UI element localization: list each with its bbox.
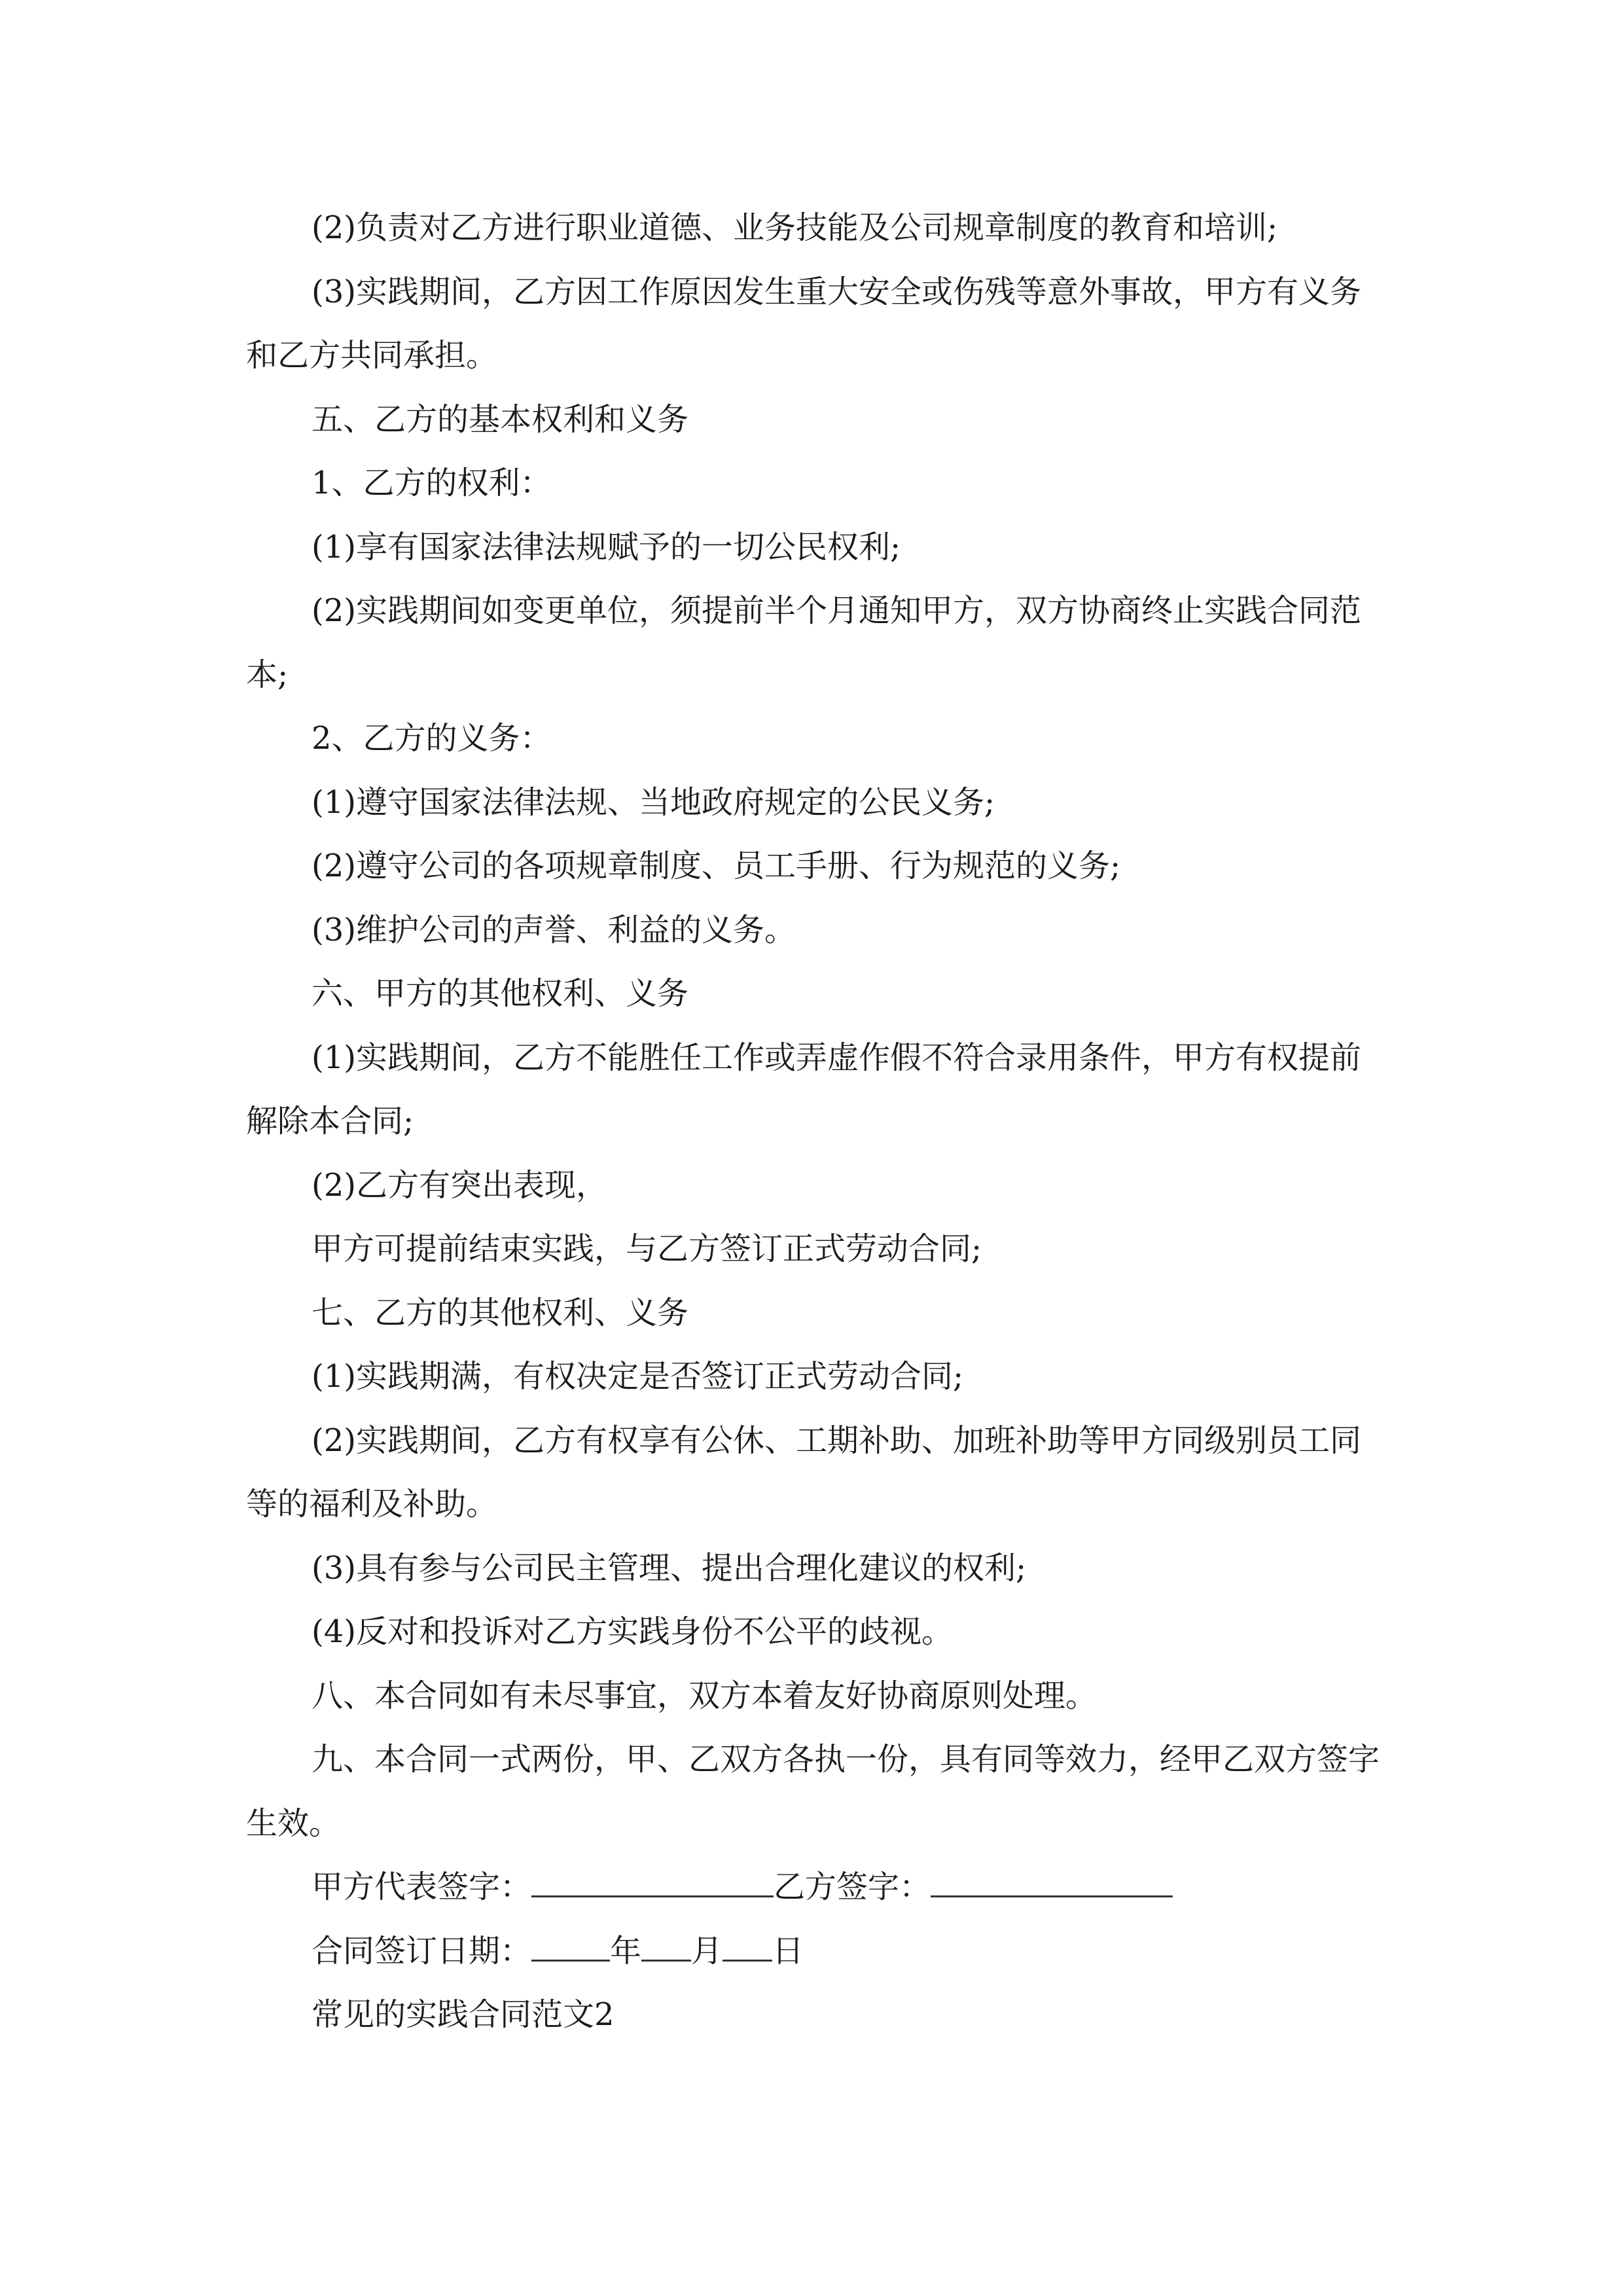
clause-line: (1)实践期间，乙方不能胜任工作或弄虚作假不符合录用条件，甲方有权提前解除本合同; <box>246 1039 1361 1139</box>
clause-line: (2)实践期间，乙方有权享有公休、工期补助、加班补助等甲方同级别员工同等的福利及补助。 <box>246 1422 1361 1522</box>
document-page <box>246 196 1385 2047</box>
section-heading: 九、本合同一式两份，甲、乙双方各执一份，具有同等效力，经甲乙双方签字生效。 <box>246 1741 1380 1842</box>
clause-line: (3)具有参与公司民主管理、提出合理化建议的权利; <box>312 1549 1027 1587</box>
clause-line: (1)享有国家法律法规赋予的一切公民权利; <box>312 528 901 565</box>
section-heading: 八、本合同如有未尽事宜，双方本着友好协商原则处理。 <box>312 1677 1097 1714</box>
clause-line: (1)实践期满，有权决定是否签订正式劳动合同; <box>312 1358 964 1395</box>
clause-line: (2)遵守公司的各项规章制度、员工手册、行为规范的义务; <box>312 848 1121 884</box>
next-section-title: 常见的实践合同范文2 <box>312 1996 615 2033</box>
month-blank <box>641 1933 691 1962</box>
clause-line: (3)维护公司的声誉、利益的义务。 <box>312 911 796 948</box>
date-line <box>246 1920 1385 1984</box>
day-label: 日 <box>772 1932 804 1969</box>
clause-line: (3)实践期间，乙方因工作原因发生重大安全或伤残等意外事故，甲方有义务和乙方共同承担。 <box>246 273 1361 374</box>
clause-line: (2)实践期间如变更单位，须提前半个月通知甲方，双方协商终止实践合同范本; <box>246 592 1361 693</box>
section-heading: 五、乙方的基本权利和义务 <box>312 401 689 438</box>
subsection-heading: 2、乙方的义务： <box>312 720 552 757</box>
clause-line: (1)遵守国家法律法规、当地政府规定的公民义务; <box>312 783 995 821</box>
party-b-signature-label: 乙方签字： <box>774 1869 931 1905</box>
section-heading: 六、甲方的其他权利、义务 <box>312 975 689 1012</box>
party-a-signature-label: 甲方代表签字： <box>312 1869 532 1905</box>
day-blank <box>722 1933 772 1962</box>
signature-line <box>246 1856 1385 1920</box>
clause-line: (2)乙方有突出表现， <box>312 1166 607 1204</box>
clause-line: (2)负责对乙方进行职业道德、业务技能及公司规章制度的教育和培训; <box>312 209 1278 246</box>
year-label: 年 <box>610 1932 642 1969</box>
clause-line: (4)反对和投诉对乙方实践身份不公平的歧视。 <box>312 1613 953 1650</box>
party-a-signature-blank <box>531 1869 774 1897</box>
date-label: 合同签订日期： <box>312 1932 532 1969</box>
clause-line: 甲方可提前结束实践，与乙方签订正式劳动合同; <box>312 1230 982 1267</box>
section-heading: 七、乙方的其他权利、义务 <box>312 1294 689 1331</box>
party-b-signature-blank <box>931 1869 1173 1897</box>
month-label: 月 <box>691 1932 723 1969</box>
year-blank <box>531 1933 610 1962</box>
subsection-heading: 1、乙方的权利： <box>312 465 552 501</box>
